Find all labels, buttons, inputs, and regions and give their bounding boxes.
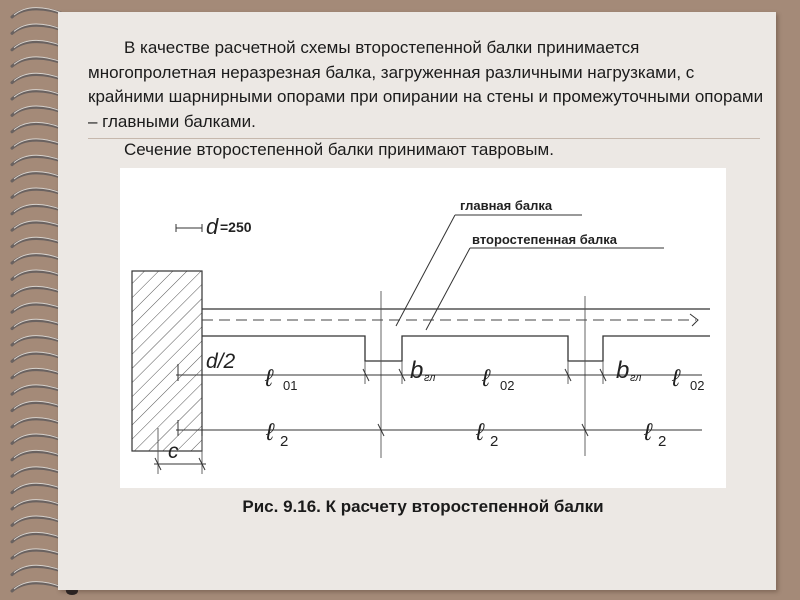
secondary-beam-label: второстепенная балка	[472, 232, 617, 247]
dimension-lines	[154, 224, 705, 470]
b-main-2: b	[616, 357, 630, 384]
b-main-1: b	[410, 357, 424, 384]
paragraph-2: Сечение второстепенной балки принимают тавровым.	[124, 140, 554, 159]
d-value: =250	[220, 219, 252, 235]
break-mark	[690, 314, 698, 326]
l02-sub-2: 02	[690, 378, 705, 393]
l2-ell-1: ℓ	[266, 419, 274, 446]
paragraph-1: В качестве расчетной схемы второстепенной балки принимается многопролетная неразрезная балка, загруженная различными нагрузками, с крайними шарнирными опорами при опирании на стены и промежуточными опорами – главными балками.	[88, 38, 764, 131]
d-half-label: d/2	[206, 350, 236, 373]
l01-ell: ℓ	[265, 365, 273, 392]
b-main-2-sub: гл	[630, 372, 642, 384]
beam-diagram-svg	[120, 168, 726, 488]
slab-outline	[202, 309, 710, 361]
body-text	[88, 36, 768, 163]
main-beam-label: главная балка	[460, 198, 553, 213]
l2-sub-1: 2	[280, 433, 289, 450]
d-symbol: d	[206, 214, 219, 239]
support-lines	[158, 291, 603, 474]
l2-ell-3: ℓ	[644, 419, 652, 446]
c-label: c	[168, 440, 179, 463]
l2-sub-2: 2	[490, 433, 499, 450]
figure-caption: Рис. 9.16. К расчету второстепенной балки	[242, 497, 604, 516]
beam-diagram	[120, 168, 726, 488]
l02-ell-2: ℓ	[672, 365, 680, 392]
l2-sub-3: 2	[658, 433, 667, 450]
wall	[132, 271, 202, 451]
l02-sub-1: 02	[500, 378, 515, 393]
l01-sub: 01	[283, 378, 298, 393]
text-divider	[88, 138, 760, 139]
l2-ell-2: ℓ	[476, 419, 484, 446]
l02-ell-1: ℓ	[482, 365, 490, 392]
b-main-1-sub: гл	[424, 372, 436, 384]
